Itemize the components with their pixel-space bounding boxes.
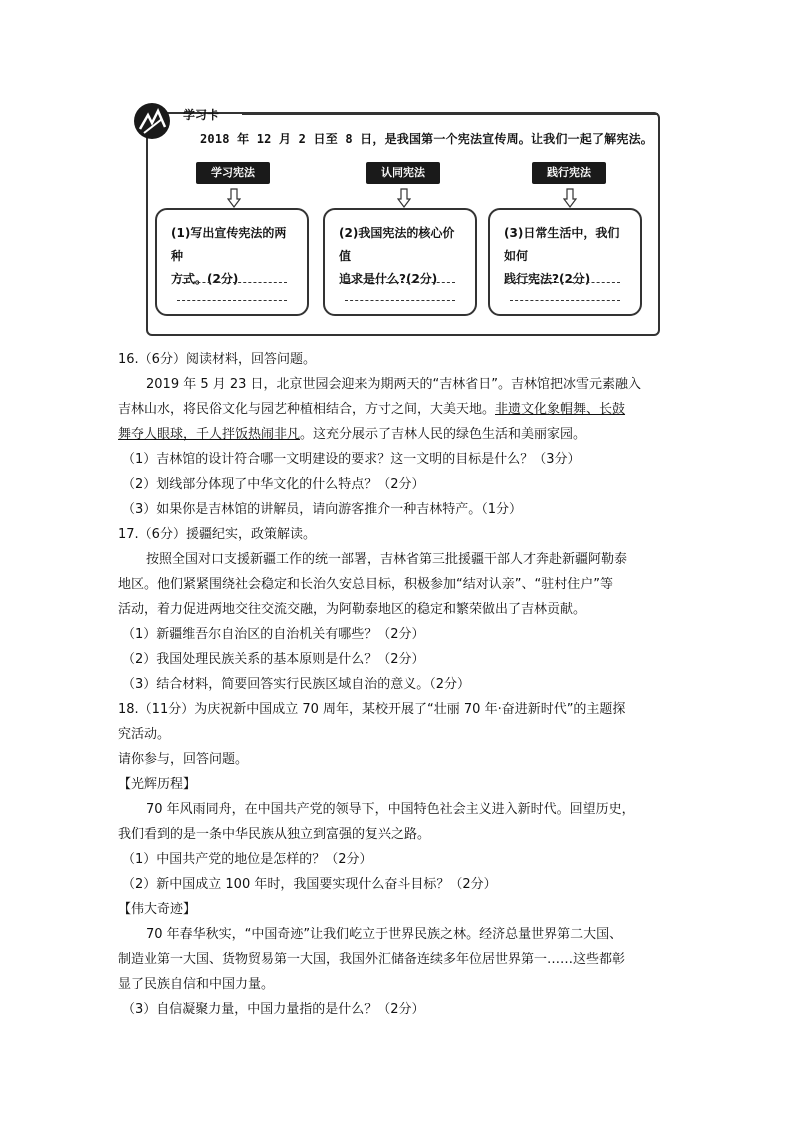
down-arrow-icon bbox=[397, 188, 411, 208]
q18-section-title: 【伟大奇迹】 bbox=[118, 902, 197, 917]
q16-underlined-text: 舞夺人眼球，千人拌饭热闹非凡 bbox=[118, 427, 301, 442]
answer-line[interactable] bbox=[177, 300, 287, 301]
q18-subquestion-2: （2）新中国成立 100 年时，我国要实现什么奋斗目标？（2分） bbox=[122, 877, 497, 892]
q18-paragraph: 显了民族自信和中国力量。 bbox=[118, 977, 275, 992]
tag-practice-constitution: 践行宪法 bbox=[532, 162, 606, 184]
question-box-1-text: 方式。(2分) bbox=[171, 272, 239, 286]
q18-instruction: 请你参与，回答问题。 bbox=[118, 752, 249, 767]
q17-paragraph: 按照全国对口支援新疆工作的统一部署，吉林省第三批援疆干部人才奔赴新疆阿勒泰 bbox=[146, 552, 628, 567]
q18-paragraph: 70 年春华秋实，“中国奇迹”让我们屹立于世界民族之林。经济总量世界第二大国、 bbox=[146, 927, 623, 942]
q16-subquestion-3: （3）如果你是吉林馆的讲解员，请向游客推介一种吉林特产。（1分） bbox=[122, 502, 523, 517]
question-box-1 bbox=[155, 208, 309, 316]
q18-section-title: 【光辉历程】 bbox=[118, 777, 197, 792]
q16-subquestion-1: （1）吉林馆的设计符合哪一文明建设的要求？这一文明的目标是什么？（3分） bbox=[122, 452, 581, 467]
answer-line[interactable] bbox=[510, 300, 620, 301]
q16-heading: 16.（6分）阅读材料，回答问题。 bbox=[118, 352, 316, 367]
q16-text: 吉林山水，将民俗文化与园艺种植相结合，方寸之间，大美天地。 bbox=[118, 402, 496, 417]
question-box-3-text: 践行宪法?(2分) bbox=[504, 272, 591, 286]
down-arrow-icon bbox=[563, 188, 577, 208]
question-box-3-text: (3)日常生活中，我们如何 bbox=[504, 226, 620, 263]
q16-paragraph bbox=[118, 400, 625, 420]
q16-paragraph: 2019 年 5 月 23 日，北京世园会迎来为期两天的“吉林省日”。吉林馆把冰雪元素融入 bbox=[146, 377, 642, 392]
question-box-3 bbox=[488, 208, 642, 316]
study-card-logo-icon bbox=[132, 101, 172, 141]
answer-line[interactable] bbox=[510, 282, 620, 283]
q18-paragraph: 70 年风雨同舟，在中国共产党的领导下，中国特色社会主义进入新时代。回望历史， bbox=[146, 802, 635, 817]
tag-learn-constitution: 学习宪法 bbox=[196, 162, 270, 184]
answer-line[interactable] bbox=[177, 282, 287, 283]
q17-heading: 17.（6分）援疆纪实，政策解读。 bbox=[118, 527, 316, 542]
q18-heading: 18.（11分）为庆祝新中国成立 70 周年，某校开展了“壮丽 70 年·奋进新时代”的主题探 bbox=[118, 702, 626, 717]
question-box-2-text: (2)我国宪法的核心价值 bbox=[339, 226, 455, 263]
down-arrow-icon bbox=[227, 188, 241, 208]
study-card-rule bbox=[242, 113, 658, 115]
question-box-1-text: (1)写出宣传宪法的两种 bbox=[171, 226, 287, 263]
answer-line[interactable] bbox=[345, 282, 455, 283]
q18-subquestion-3: （3）自信凝聚力量，中国力量指的是什么？（2分） bbox=[122, 1002, 425, 1017]
question-box-2 bbox=[323, 208, 477, 316]
study-card-title: 学习卡 bbox=[183, 108, 220, 122]
q16-paragraph bbox=[118, 425, 586, 445]
q18-paragraph: 制造业第一大国、货物贸易第一大国，我国外汇储备连续多年位居世界第一……这些都彰 bbox=[118, 952, 626, 967]
question-box-2-text: 追求是什么?(2分) bbox=[339, 272, 438, 286]
q17-paragraph: 地区。他们紧紧围绕社会稳定和长治久安总目标，积极参加“结对认亲”、“驻村住户”等 bbox=[118, 577, 613, 592]
answer-line[interactable] bbox=[345, 300, 455, 301]
q18-heading: 究活动。 bbox=[118, 727, 171, 742]
study-card-intro: 2018 年 12 月 2 日至 8 日，是我国第一个宪法宣传周。让我们一起了解宪法。 bbox=[200, 132, 653, 146]
q17-subquestion-1: （1）新疆维吾尔自治区的自治机关有哪些？（2分） bbox=[122, 627, 425, 642]
q17-subquestion-3: （3）结合材料，简要回答实行民族区域自治的意义。（2分） bbox=[122, 677, 471, 692]
q17-paragraph: 活动，着力促进两地交往交流交融，为阿勒泰地区的稳定和繁荣做出了吉林贡献。 bbox=[118, 602, 587, 617]
q16-subquestion-2: （2）划线部分体现了中华文化的什么特点？（2分） bbox=[122, 477, 425, 492]
q16-underlined-text: 非遗文化象帽舞、长鼓 bbox=[495, 402, 626, 417]
q18-subquestion-1: （1）中国共产党的地位是怎样的？（2分） bbox=[122, 852, 373, 867]
tag-identify-constitution: 认同宪法 bbox=[366, 162, 440, 184]
q18-paragraph: 我们看到的是一条中华民族从独立到富强的复兴之路。 bbox=[118, 827, 431, 842]
q17-subquestion-2: （2）我国处理民族关系的基本原则是什么？（2分） bbox=[122, 652, 425, 667]
q16-text: 。这充分展示了吉林人民的绿色生活和美丽家园。 bbox=[300, 427, 587, 442]
